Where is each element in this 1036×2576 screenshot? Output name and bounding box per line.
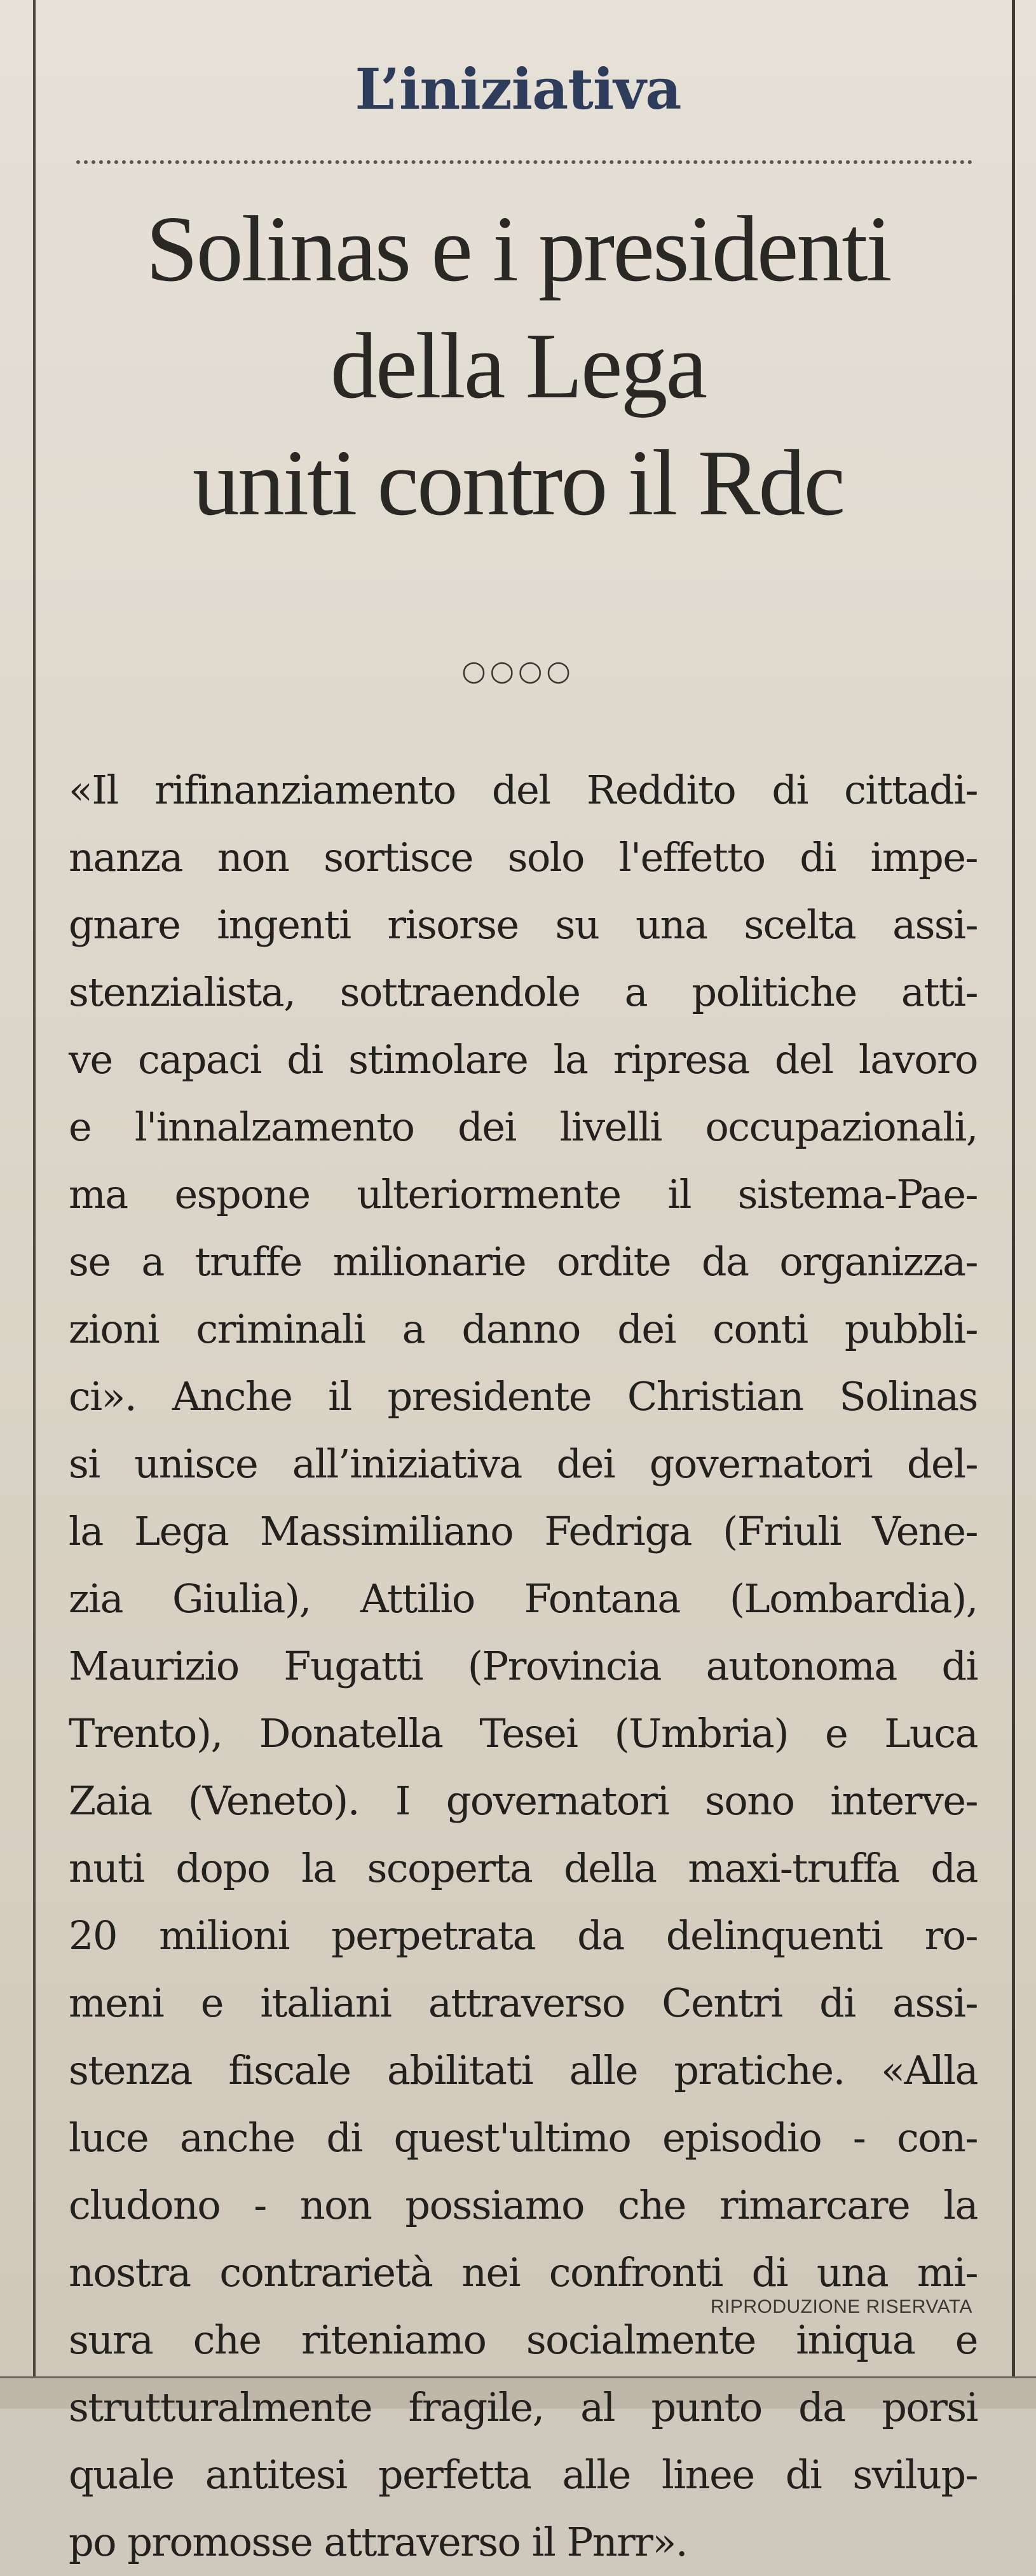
body-line: zia Giulia), Attilio Fontana (Lombardia), [69,1575,978,1622]
headline-line: uniti contro il Rdc [192,431,844,535]
kicker-label: L’iniziativa [355,56,681,122]
body-line: nostra contrarietà nei confronti di una mi- [69,2249,978,2296]
column-rule-left [33,0,36,2407]
dotted-divider [76,160,972,164]
body-line: «Il rifinanziamento del Reddito di cittadi- [69,767,978,813]
body-line: se a truffe milionarie ordite da organizza- [69,1238,978,1285]
body-line: quale antitesi perfetta alle linee di svilup- [69,2451,978,2498]
headline-line: Solinas e i presidenti [146,197,890,301]
body-line: Maurizio Fugatti (Provincia autonoma di [69,1643,978,1689]
body-line: po promosse attraverso il Pnrr». [69,2519,688,2565]
headline-line: della Lega [330,314,706,418]
body-line: si unisce all’iniziativa dei governatori del- [69,1441,978,1487]
body-line: gnare ingenti risorse su una scelta assi- [69,901,978,948]
copyright-notice: RIPRODUZIONE RISERVATA [710,2296,972,2317]
body-line: Trento), Donatella Tesei (Umbria) e Luca [69,1710,978,1757]
body-line: nuti dopo la scoperta della maxi-truffa da [69,1845,978,1891]
column-rule-right [1012,0,1015,2407]
body-line: ma espone ulteriormente il sistema-Pae- [69,1171,978,1217]
body-line: ci». Anche il presidente Christian Solinas [69,1373,978,1420]
body-line: stenzialista, sottraendole a politiche atti- [69,969,978,1015]
body-line: 20 milioni perpetrata da delinquenti ro- [69,1912,978,1959]
body-line: strutturalmente fragile, al punto da porsi [69,2384,978,2430]
body-line: ve capaci di stimolare la ripresa del lavoro [69,1036,978,1083]
section-separator: ○○○○ [461,655,575,687]
body-line: stenza fiscale abilitati alle pratiche. «Alla [69,2047,978,2093]
body-line: e l'innalzamento dei livelli occupazionali, [69,1104,978,1150]
body-line: zioni criminali a danno dei conti pubbli- [69,1306,978,1352]
body-line: meni e italiani attraverso Centri di assi- [69,1980,978,2026]
body-line: sura che riteniamo socialmente iniqua e [69,2317,978,2363]
body-line: cludono - non possiamo che rimarcare la [69,2182,978,2228]
body-line: luce anche di quest'ultimo episodio - con- [69,2114,978,2161]
headline [51,191,985,542]
body-line: Zaia (Veneto). I governatori sono interve- [69,1778,978,1824]
body-line: nanza non sortisce solo l'effetto di impe- [69,834,978,880]
body-line: la Lega Massimiliano Fedriga (Friuli Vene- [69,1508,978,1554]
